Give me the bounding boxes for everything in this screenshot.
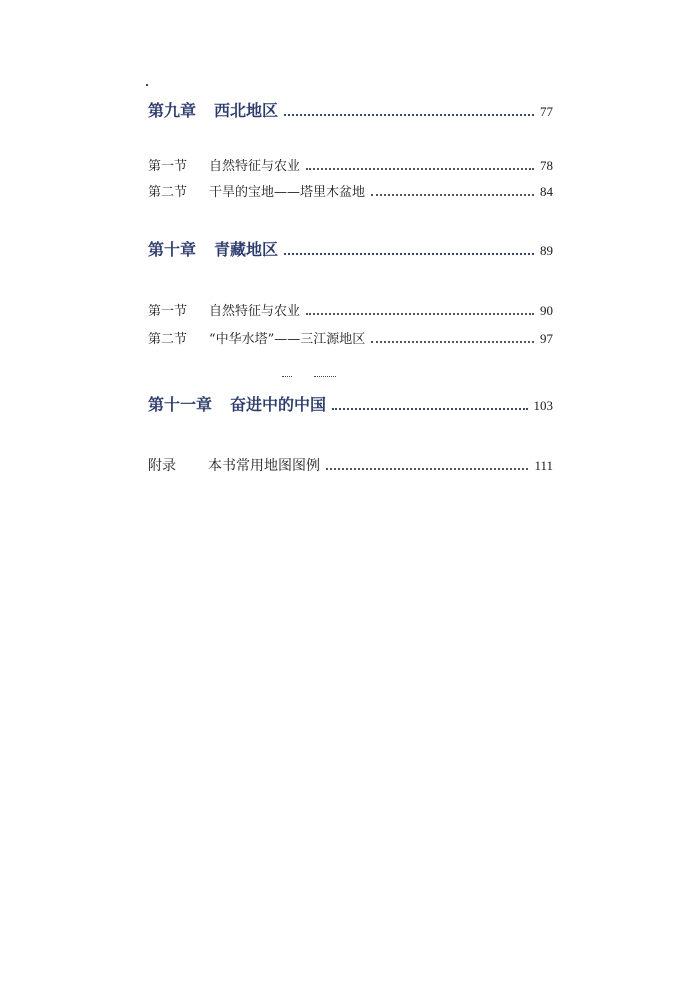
page-number: 90 xyxy=(540,303,553,318)
section-number: 第一节 xyxy=(148,159,188,174)
page-number: 78 xyxy=(540,158,553,173)
page-number: 103 xyxy=(533,398,553,413)
toc-section-9-2[interactable] xyxy=(148,181,553,200)
page-number: 89 xyxy=(540,243,553,258)
appendix-label: 附录 xyxy=(148,458,176,474)
chapter-number: 第九章 xyxy=(148,101,197,120)
scan-dots xyxy=(282,376,292,378)
page-number: 84 xyxy=(540,184,553,199)
chapter-title: 西北地区 xyxy=(214,101,279,120)
toc-chapter-10[interactable] xyxy=(148,237,553,260)
chapter-number: 第十章 xyxy=(148,240,197,259)
section-title: 自然特征与农业 xyxy=(209,159,301,174)
section-title: 干旱的宝地——塔里木盆地 xyxy=(209,185,366,200)
dot-leader xyxy=(332,408,527,410)
scan-speck xyxy=(146,84,148,86)
chapter-title: 奋进中的中国 xyxy=(230,395,327,414)
toc-appendix[interactable] xyxy=(148,455,553,475)
dot-leader xyxy=(306,168,534,170)
chapter-number: 第十一章 xyxy=(148,395,213,414)
dot-leader xyxy=(371,194,534,196)
appendix-title: 本书常用地图图例 xyxy=(208,458,320,474)
dot-leader xyxy=(326,468,528,470)
chapter-title: 青藏地区 xyxy=(214,240,279,259)
section-number: 第二节 xyxy=(148,185,188,200)
dot-leader xyxy=(306,313,534,315)
page-number: 97 xyxy=(540,331,553,346)
section-title: “中华水塔”——三江源地区 xyxy=(209,332,366,347)
scan-dots xyxy=(314,376,336,378)
page-number: 111 xyxy=(534,458,553,473)
toc-chapter-9[interactable] xyxy=(148,98,553,121)
toc-chapter-11[interactable] xyxy=(148,392,553,415)
page-number: 77 xyxy=(540,104,553,119)
section-title: 自然特征与农业 xyxy=(209,304,301,319)
toc-section-9-1[interactable] xyxy=(148,155,553,174)
section-number: 第二节 xyxy=(148,332,188,347)
section-number: 第一节 xyxy=(148,304,188,319)
dot-leader xyxy=(284,253,534,255)
dot-leader xyxy=(284,114,534,116)
toc-section-10-1[interactable] xyxy=(148,300,553,319)
dot-leader xyxy=(371,341,534,343)
toc-section-10-2[interactable] xyxy=(148,328,553,347)
